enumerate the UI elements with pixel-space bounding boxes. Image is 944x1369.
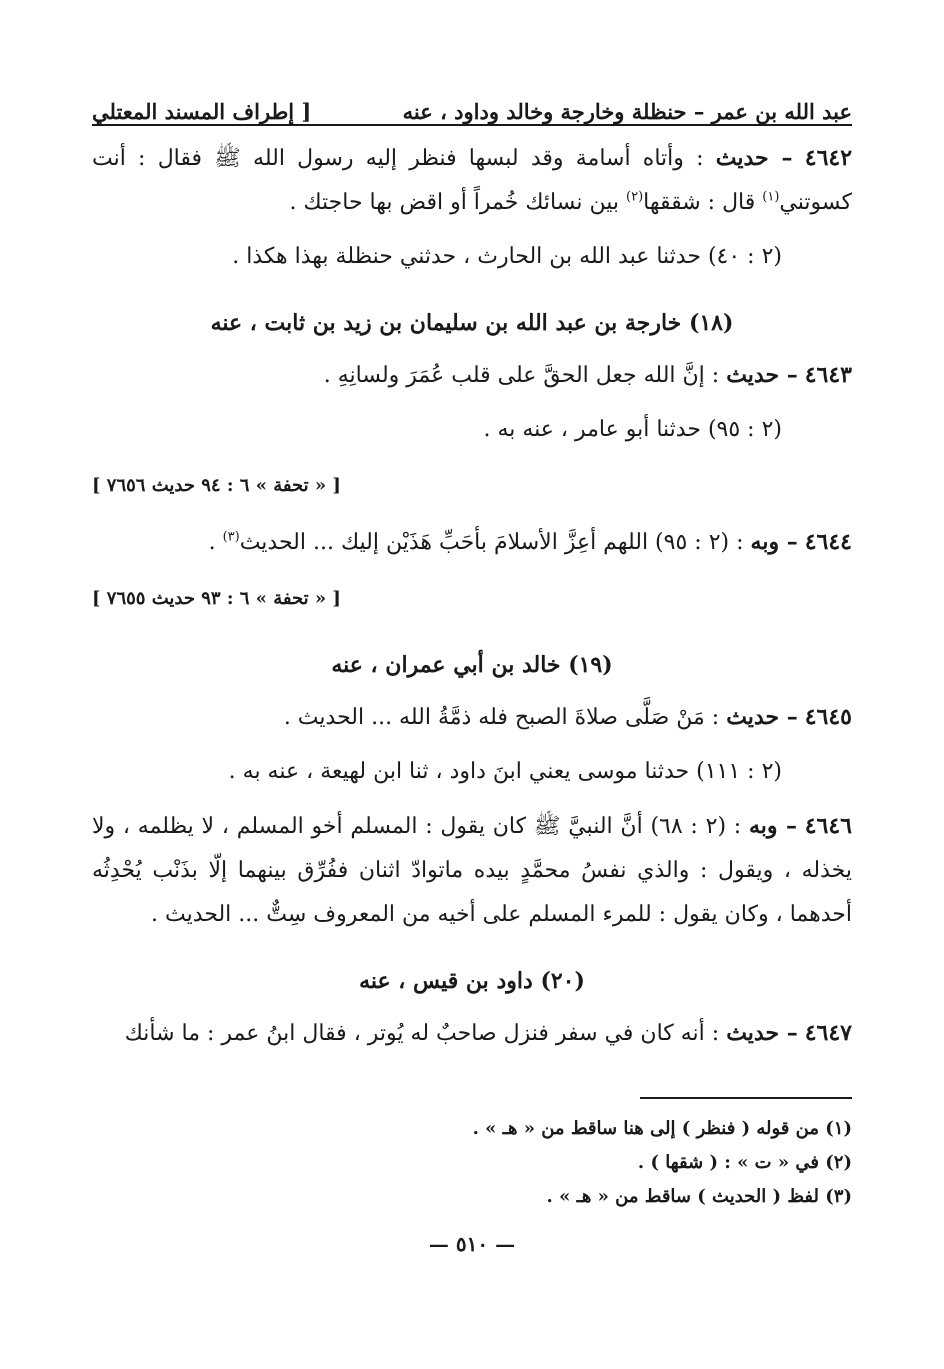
hadith-number: ٤٦٤٧ (804, 1020, 852, 1046)
hadith-4643 (92, 353, 852, 398)
hadith-4647 (92, 1011, 852, 1056)
main-text (92, 136, 852, 1056)
hadith-source: (٢ : ٩٥) حدثنا أبو عامر ، عنه به . (483, 417, 782, 442)
section-title: (٢٠) داود بن قيس ، عنه (359, 968, 585, 994)
hadith-label: – حديث (726, 1020, 798, 1046)
hadith-4642 (92, 136, 852, 225)
running-header (92, 84, 852, 124)
footnote-marker: (١) (762, 189, 780, 205)
hadith-number: ٤٦٤٦ (804, 813, 852, 839)
hadith-number: ٤٦٤٥ (804, 704, 852, 730)
hadith-source: (٢ : ١١١) حدثنا موسى يعني ابنَ داود ، ثنا ابن لهيعة ، عنه به . (228, 759, 782, 784)
footnotes (92, 1112, 852, 1214)
hadith-number: ٤٦٤٣ (804, 362, 852, 388)
hadith-text: : وأتاه أسامة وقد لبسها فنظر إليه رسول الله ﷺ فقال : أنت كسوتني (92, 146, 852, 215)
hadith-source: (٢ : ٤٠) حدثنا عبد الله بن الحارث ، حدثني حنظلة بهذا هكذا . (232, 244, 782, 269)
footnote: (٣) لفظ ( الحديث ) ساقط من « هـ » . (546, 1186, 852, 1207)
hadith-text: : (٢ : ٩٥) اللهم أعِزَّ الأسلامَ بأحَبِّ هَذَيْن إليك ... الحديث (239, 530, 744, 555)
hadith-4646 (92, 804, 852, 937)
hadith-text: بين نسائك خُمراً أو اقض بها حاجتك . (289, 190, 619, 215)
tuhfa-reference: [ « تحفة » ٦ : ٩٣ حديث ٧٦٥٥ ] (92, 588, 341, 609)
hadith-number: ٤٦٤٤ (804, 529, 852, 555)
hadith-label: – حديث (726, 362, 798, 388)
hadith-label: – وبه (750, 529, 798, 555)
header-title: عبد الله بن عمر – حنظلة وخارجة وخالد وداود ، عنه (402, 99, 852, 124)
footnote: (٢) في « ت » : ( شقها ) . (637, 1152, 852, 1173)
header-book-title: [ إطراف المسند المعتلي (92, 99, 312, 124)
hadith-4644 (92, 520, 852, 565)
header-rule (92, 124, 852, 126)
hadith-4645 (92, 695, 852, 740)
page-number: — ٥١٠ — (428, 1232, 516, 1256)
section-title: (١٩) خالد بن أبي عمران ، عنه (331, 652, 613, 678)
hadith-label: – وبه (748, 813, 797, 839)
hadith-text: : أنه كان في سفر فنزل صاحبٌ له يُوتر ، فقال ابنُ عمر : ما شأنك (124, 1021, 720, 1046)
footnote-rule (640, 1097, 852, 1099)
footnote: (١) من قوله ( فنظر ) إلى هنا ساقط من « هـ » . (472, 1118, 852, 1139)
footnote-marker: (٣) (222, 529, 240, 545)
footnote-marker: (٢) (626, 189, 644, 205)
hadith-text: : (٢ : ٦٨) أنَّ النبيَّ ﷺ كان يقول : المسلم أخو المسلم ، لا يظلمه ، ولا يخذله ، ويقول : والذي نفسُ محمَّدٍ بيده ماتوادّ اثنان ففُرِّق بينهما إلّا بذَنْب يُحْدِثُه أحدهما ، وكان يقول : للمرء المسلم على أخيه من المعروف سِتٌّ ... الحديث . (92, 814, 852, 927)
hadith-label: – حديث (715, 145, 793, 171)
tuhfa-reference: [ « تحفة » ٦ : ٩٤ حديث ٧٦٥٦ ] (92, 475, 341, 496)
hadith-number: ٤٦٤٢ (804, 145, 853, 171)
hadith-label: – حديث (726, 704, 798, 730)
section-title: (١٨) خارجة بن عبد الله بن سليمان بن زيد بن ثابت ، عنه (210, 310, 734, 336)
hadith-text: : مَنْ صَلَّى صلاةَ الصبح فله ذمَّةُ الله ... الحديث . (283, 705, 720, 730)
hadith-text: : إنَّ الله جعل الحقَّ على قلب عُمَرَ ولسانِهِ . (323, 363, 720, 388)
hadith-text: . (208, 530, 216, 555)
hadith-text: قال : شققها (643, 190, 756, 215)
